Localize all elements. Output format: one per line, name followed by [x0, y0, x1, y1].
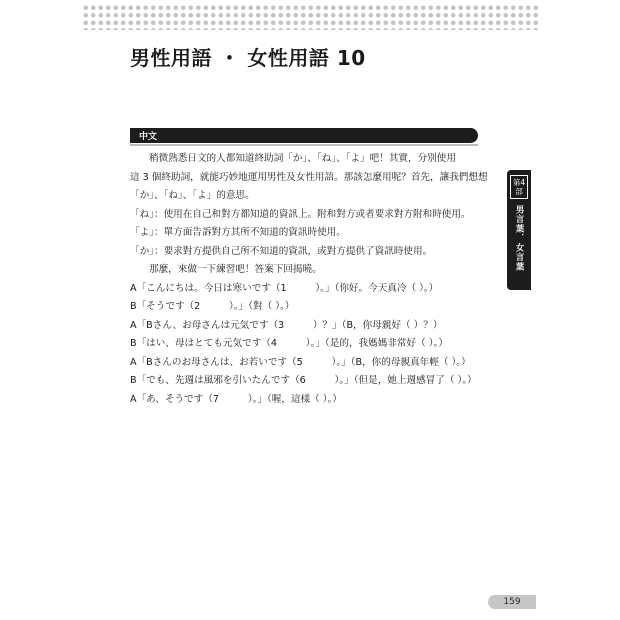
decorative-dot-pattern [82, 4, 538, 30]
dialogue-line: A「こんにちは。今日は寒いです（1 ）。」（你好。今天真冷（ ）。） [130, 282, 439, 294]
body-text [130, 150, 488, 409]
body-line: 「ね」：使用在自己和對方都知道的資訊上。附和對方或者要求對方附和時使用。 [130, 208, 471, 220]
section-label: 中文 [139, 132, 158, 142]
part-title: 男言葉．女言葉 [514, 205, 524, 272]
body-line: 「か」、「ね」、「よ」的意思。 [130, 190, 255, 201]
dialogue-line: A「Bさん、お母さんは元気です（3 ）？」（B，你母親好（ ）？） [130, 319, 443, 331]
part-number-label: 第4部 [510, 175, 528, 199]
chapter-side-tab [507, 170, 531, 290]
dialogue-line: B「はい、母はとても元気です（4 ）。」（是的，我媽媽非常好（ ）。） [130, 338, 448, 349]
body-line: 「か」：要求對方提供自己所不知道的資訊，或對方提供了資訊時使用。 [130, 245, 433, 257]
dialogue-line: B「そうです（2 ）。」（對（ ）。） [130, 301, 295, 312]
dialogue-line: A「あ、そうです（7 ）。」（喔，這樣（ ）。） [130, 393, 342, 405]
section-header-bar [130, 128, 478, 143]
body-line: 「よ」：單方面告訴對方其所不知道的資訊時使用。 [130, 227, 346, 238]
body-line: 這 3 個終助詞，就能巧妙地運用男性及女性用語。那該怎麼用呢？首先，讓我們想想 [130, 171, 488, 183]
page-number: 159 [503, 597, 521, 607]
dialogue-line: B「でも、先週は風邪を引いたんです（6 ）。」（但是，她上週感冒了（ ）。） [130, 375, 477, 386]
body-line: 那麼，來做一下練習吧！答案下回揭曉。 [149, 264, 322, 275]
body-line: 稍微熟悉日文的人都知道終助詞「か」、「ね」、「よ」吧！其實，分別使用 [149, 153, 456, 164]
page-number-tab [488, 595, 536, 609]
dialogue-line: A「Bさんのお母さんは、お若いです（5 ）。」（B，你的母親真年輕（ ）。） [130, 356, 471, 368]
page-title: 男性用語 ・ 女性用語 10 [130, 46, 366, 70]
